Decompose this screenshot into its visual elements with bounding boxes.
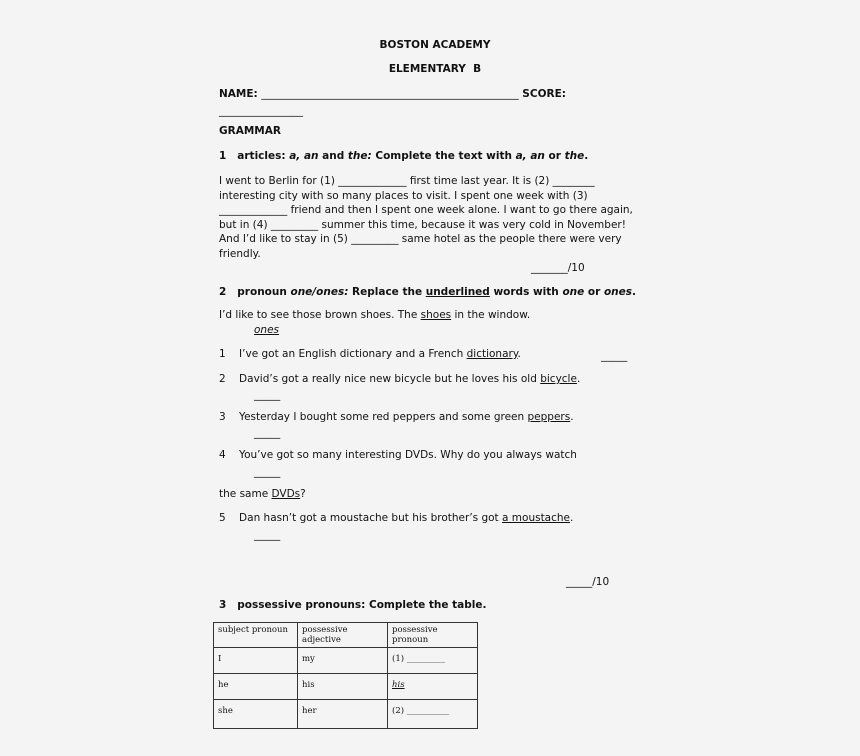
item-text: Dan hasn’t got a moustache but his brother’s got bbox=[239, 512, 499, 524]
exercise2-item bbox=[219, 347, 521, 361]
item-number: 1 bbox=[219, 348, 226, 360]
table-cell bbox=[388, 674, 478, 700]
table-row bbox=[214, 674, 478, 700]
table-header-cell: possessive adjective bbox=[298, 623, 388, 648]
item-text: I’ve got an English dictionary and a French bbox=[239, 348, 464, 360]
exercise1-number: 1 bbox=[219, 150, 227, 162]
paragraph-line: _____________ friend and then I spent one week alone. I want to go there again, bbox=[219, 204, 633, 216]
exercise1-title bbox=[219, 149, 588, 163]
table-header-cell: possessive pronoun bbox=[388, 623, 478, 648]
paragraph-line: friendly. bbox=[219, 247, 261, 260]
table-header-row bbox=[214, 623, 478, 648]
level-title: ELEMENTARY B bbox=[388, 63, 482, 75]
example-sentence bbox=[219, 308, 530, 322]
table-cell: he bbox=[214, 674, 298, 700]
possessive-table bbox=[213, 622, 478, 729]
item-underlined: DVDs bbox=[271, 488, 301, 500]
answer-blank[interactable]: _____ bbox=[254, 466, 281, 478]
exercise1-title-part: a, an bbox=[289, 150, 319, 162]
exercise2-title-part: or bbox=[587, 286, 601, 298]
name-blank: _________________________________________________ bbox=[261, 88, 519, 100]
exercise2-title-part: underlined bbox=[425, 286, 490, 298]
school-name: BOSTON ACADEMY bbox=[379, 39, 491, 51]
exercise2-item bbox=[219, 511, 573, 525]
paragraph-line: And I’d like to stay in (5) _________ same hotel as the people there were very bbox=[219, 233, 622, 245]
exercise1-title-part: Complete the text with bbox=[375, 150, 512, 162]
table-cell-answer[interactable]: (1) _________ bbox=[388, 648, 478, 674]
exercise2-title bbox=[219, 285, 636, 299]
exercise1-title-part: and bbox=[322, 150, 345, 162]
item-text: . bbox=[517, 348, 521, 360]
exercise2-item-continuation bbox=[219, 487, 306, 501]
table-row bbox=[214, 700, 478, 729]
exercise2-title-part: pronoun bbox=[237, 286, 287, 298]
item-underlined: dictionary bbox=[466, 348, 518, 360]
item-number: 4 bbox=[219, 449, 226, 461]
example-answer: ones bbox=[254, 324, 280, 336]
exercise1-paragraph bbox=[219, 174, 649, 261]
example-underlined: shoes bbox=[420, 309, 452, 321]
table-header-cell: subject pronoun bbox=[214, 623, 298, 648]
example-text: in the window. bbox=[454, 309, 531, 321]
table-cell: her bbox=[298, 700, 388, 729]
item-underlined: peppers bbox=[527, 411, 571, 423]
section-title: GRAMMAR bbox=[219, 125, 281, 137]
exercise2-item bbox=[219, 410, 574, 424]
item-text: . bbox=[576, 373, 581, 385]
exercise2-title-part: Replace the bbox=[352, 286, 423, 298]
exercise2-title-part: . bbox=[632, 286, 637, 298]
table-cell-answer[interactable]: (2) __________ bbox=[388, 700, 478, 729]
example-text: I’d like to see those brown shoes. The bbox=[219, 309, 418, 321]
exercise1-title-part: a, an bbox=[515, 150, 545, 162]
paragraph-line: but in (4) _________ summer this time, because it was very cold in November! bbox=[219, 218, 626, 231]
item-text: David’s got a really nice new bicycle but he loves his old bbox=[239, 373, 537, 385]
table-cell-text: his bbox=[392, 680, 405, 690]
table-cell: I bbox=[214, 648, 298, 674]
answer-blank[interactable]: _____ bbox=[601, 350, 628, 362]
item-text: ? bbox=[300, 488, 306, 500]
exercise3-number: 3 bbox=[219, 599, 227, 611]
item-text: You’ve got so many interesting DVDs. Why do you always watch bbox=[239, 449, 577, 461]
table-cell: she bbox=[214, 700, 298, 729]
table-row bbox=[214, 648, 478, 674]
answer-blank[interactable]: _____ bbox=[254, 389, 281, 401]
exercise1-title-part: the bbox=[564, 150, 585, 162]
exercise2-item bbox=[219, 372, 580, 386]
exercise2-title-part: one/ones: bbox=[290, 286, 349, 298]
score-blank: ________________ bbox=[219, 105, 303, 117]
exercise1-title-part: . bbox=[584, 150, 589, 162]
table-cell: his bbox=[298, 674, 388, 700]
paragraph-line: I went to Berlin for (1) _____________ first time last year. It is (2) ________ bbox=[219, 175, 595, 187]
exercise2-title-part: one bbox=[562, 286, 585, 298]
exercise2-title-part: ones bbox=[603, 286, 633, 298]
exercise3-title-text: possessive pronouns: Complete the table. bbox=[237, 599, 487, 611]
item-number: 5 bbox=[219, 512, 226, 524]
paragraph-line: interesting city with so many places to visit. I spent one week with (3) bbox=[219, 189, 588, 202]
name-line bbox=[219, 87, 566, 101]
item-number: 3 bbox=[219, 411, 226, 423]
exercise2-item bbox=[219, 448, 577, 462]
item-text: . bbox=[570, 411, 574, 423]
item-text: Yesterday I bought some red peppers and some green bbox=[239, 411, 525, 423]
exercise1-title-part: or bbox=[548, 150, 561, 162]
item-text: . bbox=[570, 512, 574, 524]
answer-blank[interactable]: _____ bbox=[254, 529, 281, 541]
exercise2-score: _____/10 bbox=[566, 576, 610, 588]
exercise2-title-part: words with bbox=[493, 286, 559, 298]
exercise1-title-part: articles: bbox=[237, 150, 286, 162]
item-text: the same bbox=[219, 488, 269, 500]
item-number: 2 bbox=[219, 373, 226, 385]
item-underlined: bicycle bbox=[540, 373, 577, 385]
exercise2-number: 2 bbox=[219, 286, 227, 298]
exercise1-score: _______/10 bbox=[531, 262, 585, 274]
score-label: SCORE: bbox=[522, 88, 566, 100]
exercise3-title bbox=[219, 598, 487, 612]
exercise1-title-part: the: bbox=[347, 150, 372, 162]
table-cell: my bbox=[298, 648, 388, 674]
answer-blank[interactable]: _____ bbox=[254, 427, 281, 439]
item-underlined: a moustache bbox=[502, 512, 571, 524]
name-label: NAME: bbox=[219, 88, 258, 100]
